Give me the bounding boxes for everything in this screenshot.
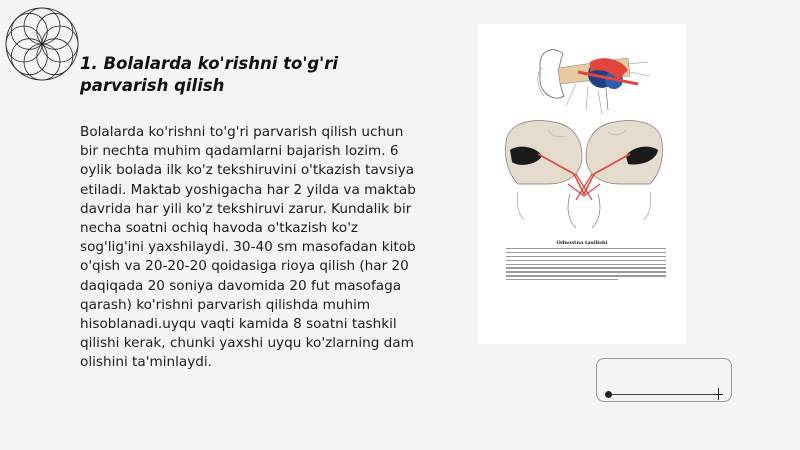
figure-caption-text [506,248,666,283]
slide-title: 1. Bolalarda ko'rishni to'g'ri parvarish qilish [80,54,339,95]
eye-section-drawing [538,50,650,114]
eye-brain-illustration [478,24,686,240]
slide-body-text: Bolalarda ko'rishni to'g'ri parvarish qilish uchun bir nechta muhim qadamlarni bajarish lozim. 6 oylik bolada ilk ko'z tekshiruvini o'tkazish tavsiya etiladi. Maktab yoshigacha har 2 yilda va maktab davrida har yili ko'z tekshiruvi zarur. Kundalik bir necha soatni ochiq havoda o'tkazish ko'z sog'lig'ini yaxshilaydi. 30-40 sm masofadan kitob o'qish va 20-20-20 qoidasiga rioya qilish (har 20 daqiqada 20 soniya davomida 20 fut masofaga qarash) ko'rishni parvarish qilishda muhim hisoblanadi.uyqu vaqti kamida 8 soatni tashkil qilishi kerak, chunki yaxshi uyqu ko'zlarning dam olishini ta'minlaydi. [80,124,416,371]
spirograph-circle-icon [4,6,80,82]
plus-icon[interactable] [714,388,723,400]
play-dot-icon[interactable] [605,391,612,398]
brain-pathway-drawing [506,121,663,228]
anatomy-figure [478,24,686,344]
audio-player[interactable] [596,358,732,402]
progress-track[interactable] [609,394,721,395]
figure-caption-title: Odnostna tasilishi [556,240,608,246]
